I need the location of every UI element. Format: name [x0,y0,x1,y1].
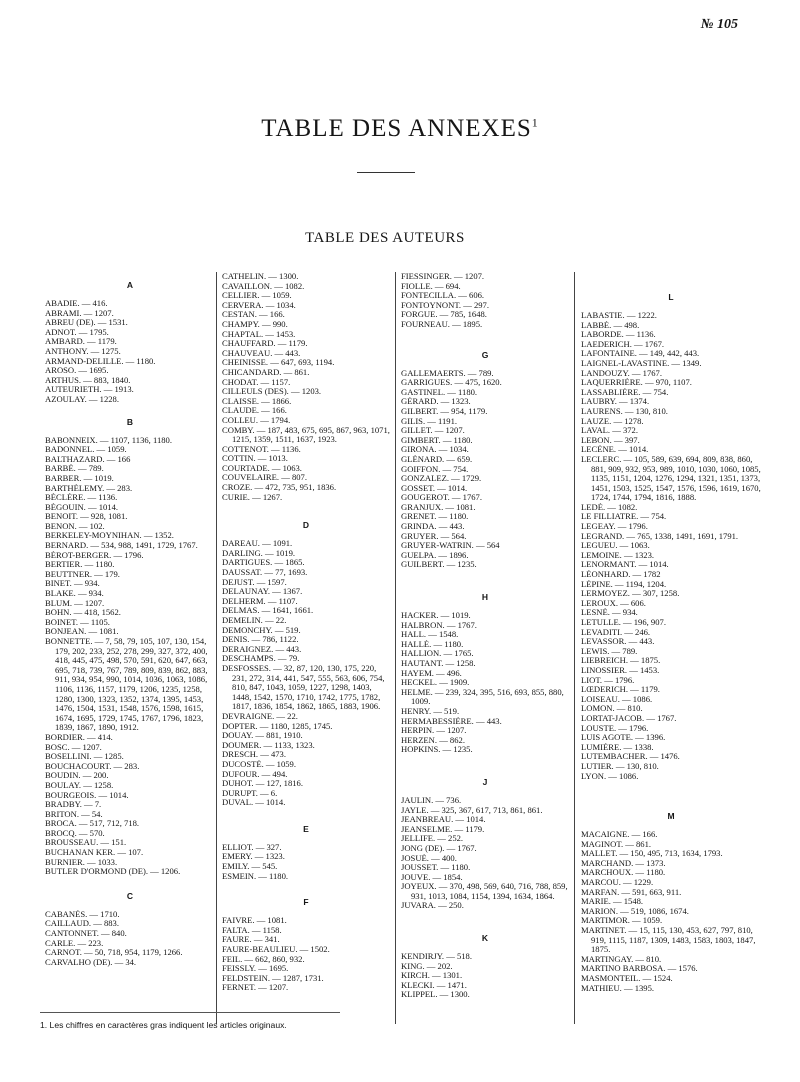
author-entry: EMILY. — 545. [222,862,278,872]
author-entry: GÉRARD. — 1323. [401,397,471,407]
footnote-rule [40,1012,340,1013]
author-entry: LASSABLIÈRE. — 754. [581,387,669,397]
author-entry: LUTEMBACHER. — 1476. [581,752,680,762]
author-entry: AROSO. — 1695. [45,366,109,376]
author-entry: JAYLE. — 325, 367, 617, 713, 861, 861. [401,805,543,815]
author-entry: ABRAMI. — 1207. [45,308,114,318]
author-entry: GILLET. — 1207. [401,426,465,436]
author-entry: COLLEU. — 1794. [222,415,291,425]
title-footnote-mark: 1 [531,115,539,130]
author-entry: ARTHUS. — 883, 1840. [45,375,131,385]
author-entry: AMBARD. — 1179. [45,337,117,347]
author-entry: FAURE-BEAULIEU. — 1502. [222,945,330,955]
author-entry: CARNOT. — 50, 718, 954, 1179, 1266. [45,948,183,958]
author-entry: GRUYER-WATRIN. — 564 [401,541,500,551]
author-entry: JEANBREAU. — 1014. [401,815,486,825]
author-entry: CURIE. — 1267. [222,492,283,502]
author-entry: GOUGEROT. — 1767. [401,493,482,503]
author-entry: FIESSINGER. — 1207. [401,272,485,281]
author-entry: CAILLAUD. — 883. [45,919,119,929]
letter-section [222,824,390,881]
letter-section [401,350,569,570]
author-entry: LABASTIE. — 1222. [581,311,657,320]
author-entry: LEGEAY. — 1796. [581,522,648,532]
author-entry: FONTECILLA. — 606. [401,291,485,301]
author-entry: LÉPINE. — 1194, 1204. [581,579,667,589]
author-entry: HENRY. — 519. [401,706,460,716]
author-entry: GARRIGUES. — 475, 1620. [401,378,502,388]
column-divider [574,272,575,1024]
author-entry: BRADBY. — 7. [45,800,102,810]
author-entry: LECLERC. — 105, 589, 639, 694, 809, 838, 860, 881, 909, 932, 953, 989, 1010, 1030, 1060, 1085, 1135, 1151, 1204, 1276, 1294, 1321, 1351, 1373, 1451, 1503, 1525, 1547, 1576, 1596, 1619, 1670, 1724, 1744, 1794, 1816, 1888. [581,454,761,503]
author-entry: DAREAU. — 1091. [222,539,293,549]
author-entry: MARCHAND. — 1373. [581,858,666,868]
letter-section [222,520,390,808]
author-entry: LOMON. — 810. [581,704,643,714]
author-entry: LANDOUZY. — 1767. [581,368,663,378]
author-entry: KLIPPEL. — 1300. [401,990,470,1000]
author-entry: GRINDA. — 443. [401,522,465,532]
author-entry: GRUYER. — 564. [401,531,467,541]
author-entry: DEMONCHY. — 519. [222,625,301,635]
author-entry: DOUAY. — 881, 1910. [222,731,303,741]
author-entry: BOSELLINI. — 1285. [45,752,124,762]
author-entry: COURTADE. — 1063. [222,463,302,473]
author-entry: DUCOSTÉ. — 1059. [222,759,297,769]
author-entry: BROUSSEAU. — 151. [45,838,127,848]
letter-section [401,272,569,330]
author-entry: DESCHAMPS. — 79. [222,654,300,664]
author-entry: DUHOT. — 127, 1816. [222,779,303,789]
author-entry: BOUCHACOURT. — 283. [45,761,140,771]
author-entry: HALL. — 1548. [401,630,459,640]
letter-section [581,292,761,781]
author-entry: LUIS AGOTE. — 1396. [581,733,666,743]
author-entry: HERMABESSIÈRE. — 443. [401,716,502,726]
author-entry: LEGRAND. — 765, 1338, 1491, 1691, 1791. [581,531,739,541]
author-entry: BÉCLÈRE. — 1136. [45,493,118,503]
author-entry: HERZEN. — 862. [401,735,465,745]
author-entry: CERVERA. — 1034. [222,300,296,310]
author-entry: BONJEAN. — 1081. [45,627,119,637]
column-divider [395,272,396,1024]
author-entry: COTTENOT. — 1136. [222,444,301,454]
author-entry: DARLING. — 1019. [222,548,296,558]
author-entry: MAGINOT. — 861. [581,839,652,849]
author-entry: KIRCH. — 1301. [401,971,463,981]
author-entry: BOHN. — 418, 1562. [45,608,121,618]
author-entry: FOURNEAU. — 1895. [401,319,483,329]
author-entry: LAQUERRIÈRE. — 970, 1107. [581,378,692,388]
author-entry: GOIFFON. — 754. [401,464,469,474]
letter-section [222,272,390,502]
author-entry: BOSC. — 1207. [45,742,102,752]
author-entry: CAVAILLON. — 1082. [222,281,305,291]
author-entry: FALTA. — 1158. [222,925,282,935]
author-entry: LEWIS. — 789. [581,646,638,656]
title-divider [357,172,415,173]
author-entry: BOURGEOIS. — 1014. [45,790,129,800]
author-entry: BOUDIN. — 200. [45,771,109,781]
author-entry: LEVASSOR. — 443. [581,637,655,647]
author-entry: MARTINO BARBOSA. — 1576. [581,964,698,974]
author-entry: LABBÉ. — 498. [581,320,640,330]
author-entry: BEUTTNER. — 179. [45,569,120,579]
author-entry: MARCHOUX. — 1180. [581,868,666,878]
author-entry: ABREU (DE). — 1531. [45,318,128,328]
author-entry: LAFONTAINE. — 149, 442, 443. [581,349,700,359]
section-letter: A [126,280,134,290]
author-entry: GRANJUX. — 1081. [401,502,476,512]
author-entry: CHODAT. — 1157. [222,377,291,387]
author-entry: BARBÉ. — 789. [45,464,104,474]
author-entry: JOSUÉ. — 400. [401,853,457,863]
author-entry: KLECKI. — 1471. [401,980,467,990]
author-entry: MACAIGNE. — 166. [581,830,658,840]
author-entry: COTTIN. — 1013. [222,454,288,464]
author-entry: DENIS. — 786, 1122. [222,635,299,645]
author-entry: CHEINISSE. — 647, 693, 1194. [222,358,335,368]
author-entry: LENORMANT. — 1014. [581,560,669,570]
page-title [0,115,800,143]
author-entry: HELME. — 239, 324, 395, 516, 693, 855, 880, 1009. [401,687,564,707]
author-entry: DOPTER. — 1180, 1285, 1745. [222,721,333,731]
author-entry: LINOSSIER. — 1453. [581,665,660,675]
author-entry: CELLIER. — 1059. [222,291,292,301]
author-entry: JOUVE. — 1854. [401,872,463,882]
author-entry: FEIL. — 662, 860, 932. [222,954,305,964]
author-entry: DEMELIN. — 22. [222,616,287,625]
author-entry: GILIS. — 1191. [401,416,458,426]
letter-section [222,897,390,993]
author-entry: LEMOINE. — 1323. [581,550,655,560]
author-entry: EMERY. — 1323. [222,852,285,862]
author-entry: MASMONTEIL. — 1524. [581,974,673,983]
author-entry: LAVAL. — 372. [581,426,638,436]
author-entry: MARTINGAY. — 810. [581,954,662,964]
author-entry: BÉGOUIN. — 1014. [45,502,119,512]
author-entry: LEVADITI. — 246. [581,627,651,637]
author-entry: AUTEURIETH. — 1913. [45,385,134,395]
author-entry: BÉROT-BERGER. — 1796. [45,550,144,560]
author-entry: BERNARD. — 534, 988, 1491, 1729, 1767. [45,541,198,551]
section-letter: C [126,890,134,901]
author-entry: BURNIER. — 1033. [45,857,118,867]
author-entry: LAEDERICH. — 1767. [581,339,665,349]
author-entry: DEJUST. — 1597. [222,577,287,587]
author-entry: LAIGNEL-LAVASTINE. — 1349. [581,358,702,368]
author-entry: MARIE. — 1548. [581,897,644,907]
author-entry: LEROUX. — 606. [581,598,646,608]
author-entry: LORTAT-JACOB. — 1767. [581,713,677,723]
author-entry: FEISSLY. — 1695. [222,964,289,974]
author-entry: BUCHANAN KER. — 107. [45,848,144,858]
letter-section [401,777,569,911]
author-entry: CHICANDARD. — 861. [222,367,310,377]
section-letter: F [303,897,309,908]
author-column-2 [222,272,390,993]
author-entry: GONZALEZ. — 1729. [401,474,482,484]
author-entry: BERKELEY-MOYNIHAN. — 1352. [45,531,174,541]
author-entry: DUFOUR. — 494. [222,769,288,779]
author-entry: LYON. — 1086. [581,771,639,781]
author-entry: CHAUVEAU. — 443. [222,348,301,358]
author-entry: LESNÉ. — 934. [581,608,638,618]
author-entry: BLAKE. — 934. [45,589,104,599]
author-entry: HALBRON. — 1767. [401,620,477,630]
section-letter: D [302,520,310,531]
author-entry: LAUBRY. — 1374. [581,397,650,407]
author-entry: BRITON. — 54. [45,809,103,819]
section-letter: L [668,292,674,302]
author-entry: MARFAN. — 591, 663, 911. [581,887,682,897]
author-entry: BOINET. — 1105. [45,617,110,627]
author-entry: GILBERT. — 954, 1179. [401,406,488,416]
author-entry: CANTONNET. — 840. [45,929,127,939]
author-entry: HAUTANT. — 1258. [401,659,476,668]
author-entry: CHAUFFARD. — 1179. [222,339,308,349]
author-entry: LECÈNE. — 1014. [581,445,649,455]
author-entry: DELHERM. — 1107. [222,596,298,606]
author-entry: MARTIMOR. — 1059. [581,916,663,926]
author-entry: GRENET. — 1180. [401,512,469,522]
author-entry: CARVALHO (DE). — 34. [45,957,137,967]
author-entry: DURUPT. — 6. [222,788,278,798]
author-entry: JOYEUX. — 370, 498, 569, 640, 716, 788, 859, 931, 1013, 1084, 1154, 1394, 1634, 1864. [401,882,568,901]
author-entry: MATHIEU. — 1395. [581,983,655,993]
author-entry: FORGUE. — 785, 1648. [401,310,487,320]
letter-section [45,280,215,405]
section-letter: J [482,776,488,787]
author-entry: LEBON. — 397. [581,435,640,445]
section-letter: G [481,349,489,360]
author-entry: LERMOYEZ. — 307, 1258. [581,589,680,599]
author-entry: LAURENS. — 130, 810. [581,406,668,416]
author-entry: LEGUEU. — 1063. [581,541,650,551]
author-entry: FELDSTEIN. — 1287, 1731. [222,973,324,983]
author-entry: ADNOT. — 1795. [45,327,109,337]
author-entry: FONTOYNONT. — 297. [401,300,490,310]
author-entry: LETULLE. — 196, 907. [581,618,666,627]
author-entry: CROZE. — 472, 735, 951, 1836. [222,483,337,493]
author-entry: AZOULAY. — 1228. [45,394,120,404]
letter-section [581,811,761,993]
author-entry: LIOT. — 1796. [581,675,635,685]
author-entry: GUELPA. — 1896. [401,550,469,560]
author-entry: DEVRAIGNE. — 22. [222,711,298,721]
author-entry: LEDÉ. — 1082. [581,502,638,512]
author-entry: BENOIT. — 928, 1081. [45,512,128,522]
author-entry: BROCQ. — 570. [45,828,105,838]
author-column-4 [581,272,761,993]
author-entry: LABORDE. — 1136. [581,330,656,340]
author-entry: ANTHONY. — 1275. [45,346,121,356]
author-entry: BUTLER D'ORMOND (DE). — 1206. [45,867,181,877]
author-entry: DESFOSSES. — 32, 87, 120, 130, 175, 220, 231, 272, 314, 441, 547, 555, 563, 606, 754, 810, 847, 1043, 1059, 1227, 1298, 1403, 1448, 1542, 1570, 1710, 1742, 1775, 1782, 1817, 1836, 1854, 1862, 1865, 1883, 1906. [222,663,385,712]
author-entry: BALTHAZARD. — 166 [45,454,131,464]
footnote: 1. Les chiffres en caractères gras indiquent les articles originaux. [40,1020,287,1030]
author-entry: CLAUDE. — 166. [222,406,287,416]
author-entry: CESTAN. — 166. [222,310,285,320]
author-entry: JEANSELME. — 1179. [401,824,485,834]
author-entry: GALLEMAERTS. — 789. [401,368,494,378]
author-entry: MARTINET. — 15, 115, 130, 453, 627, 797, 810, 919, 1115, 1187, 1309, 1483, 1583, 1803, 1847, 1875. [581,926,756,955]
author-entry: BARTHÉLEMY. — 283. [45,483,133,493]
author-entry: GUILBERT. — 1235. [401,560,477,570]
author-entry: BADONNEL. — 1059. [45,445,127,455]
author-entry: BONNETTE. — 7, 58, 79, 105, 107, 130, 154, 179, 202, 233, 252, 278, 299, 327, 372, 400, 418, 445, 475, 498, 570, 591, 620, 647, 663, 695, 718, 739, 767, 789, 809, 839, 862, 883, 911, 934, 954, 990, 1014, 1036, 1063, 1086, 1106, 1136, 1157, 1179, 1206, 1235, 1258, 1280, 1300, 1323, 1352, 1374, 1395, 1453, 1476, 1504, 1531, 1548, 1576, 1598, 1615, 1674, 1695, 1729, 1745, 1767, 1796, 1823, 1839, 1867, 1890, 1912. [45,637,208,733]
section-letter: M [667,811,675,822]
author-entry: BERTIER. — 1180. [45,560,115,570]
section-letter: K [481,933,489,944]
author-entry: ABADIE. — 416. [45,299,108,308]
author-entry: JUVARA. — 250. [401,901,464,911]
author-entry: DAUSSAT. — 77, 1693. [222,568,308,578]
author-entry: BARBER. — 1019. [45,473,114,483]
author-entry: LE FILLIATRE. — 754. [581,512,667,522]
author-entry: GLÉNARD. — 659. [401,454,473,464]
author-entry: CATHELIN. — 1300. [222,272,299,281]
author-entry: FAURE. — 341. [222,935,280,945]
author-entry: BABONNEIX. — 1107, 1136, 1180. [45,435,172,445]
author-entry: DOUMER. — 1133, 1323. [222,740,315,750]
author-entry: LOUSTE. — 1796. [581,723,649,733]
author-entry: HECKEL. — 1909. [401,678,470,688]
letter-section [45,891,215,968]
author-entry: MALLET. — 150, 495, 713, 1634, 1793. [581,849,723,859]
author-entry: DERAIGNEZ. — 443. [222,644,302,654]
author-entry: BENON. — 102. [45,521,105,531]
letter-section [401,933,569,1000]
author-entry: BROCA. — 517, 712, 718. [45,819,140,829]
author-entry: JAULIN. — 736. [401,795,462,805]
author-entry: HALLÉ. — 1180. [401,639,464,649]
author-entry: KING. — 202. [401,961,453,971]
author-column-3 [401,272,569,1000]
author-entry: CHAPTAL. — 1453. [222,329,296,339]
author-entry: LÉONHARD. — 1782 [581,570,661,580]
author-entry: KENDIRJY. — 518. [401,952,472,962]
author-entry: DELAUNAY. — 1367. [222,587,303,597]
author-entry: DELMAS. — 1641, 1661. [222,606,314,616]
author-entry: DARTIGUES. — 1865. [222,558,305,568]
author-entry: CABANÈS. — 1710. [45,909,120,919]
section-subtitle: TABLE DES AUTEURS [305,230,465,246]
author-entry: LIEBREICH. — 1875. [581,656,661,666]
section-letter: H [481,592,489,603]
letter-section [45,417,215,877]
author-entry: HALLION. — 1765. [401,649,474,659]
author-entry: BORDIER. — 414. [45,732,113,742]
author-entry: LOISEAU. — 1086. [581,694,653,704]
author-entry: HAYEM. — 496. [401,668,462,678]
author-entry: DRESCH. — 473. [222,750,286,760]
author-entry: GIMBERT. — 1180. [401,435,473,445]
author-entry: CARLE. — 223. [45,938,104,948]
author-entry: LAUZE. — 1278. [581,416,644,426]
author-entry: ESMEIN. — 1180. [222,871,289,881]
author-entry: HERPIN. — 1207. [401,726,467,736]
section-letter: B [126,416,134,427]
author-entry: MARION. — 519, 1086, 1674. [581,906,689,916]
author-entry: FAIVRE. — 1081. [222,916,287,926]
letter-section [401,592,569,755]
author-entry: CHAMPY. — 990. [222,319,288,329]
column-divider [216,272,217,1024]
author-entry: MARCOU. — 1229. [581,878,654,888]
author-entry: JELLIFE. — 252. [401,834,464,844]
section-letter: E [303,823,309,834]
author-entry: BINET. — 934. [45,579,100,589]
author-entry: GOSSET. — 1014. [401,483,468,493]
author-entry: CILLEULS (DES). — 1203. [222,387,322,397]
author-entry: GIRONA. — 1034. [401,445,469,455]
author-entry: GASTINEL. — 1180. [401,387,478,397]
author-entry: COMBY. — 187, 483, 675, 695, 867, 963, 1071, 1215, 1359, 1511, 1637, 1923. [222,425,390,445]
author-entry: JONG (DE). — 1767. [401,843,477,853]
author-entry: CLAISSE. — 1866. [222,396,292,406]
author-entry: HACKER. — 1019. [401,611,471,621]
author-entry: FERNET. — 1207. [222,983,289,993]
author-entry: ELLIOT. — 327. [222,842,282,852]
author-entry: ARMAND-DELILLE. — 1180. [45,356,156,366]
author-entry: BLUM. — 1207. [45,598,105,608]
author-entry: LUTIER. — 130, 810. [581,761,659,771]
author-entry: COUVELAIRE. — 807. [222,473,307,483]
author-column-1 [45,272,215,967]
author-entry: HOPKINS. — 1235. [401,745,473,755]
author-entry: DUVAL. — 1014. [222,798,286,808]
page-number: № 105 [700,17,738,32]
author-entry: LUMIÈRE. — 1338. [581,742,654,752]
author-entry: LŒDERICH. — 1179. [581,685,660,695]
author-entry: BOULAY. — 1258. [45,780,114,790]
title-text: TABLE DES ANNEXES [261,115,532,142]
author-entry: FIOLLE. — 694. [401,281,461,291]
author-entry: JOUSSET. — 1180. [401,863,471,873]
